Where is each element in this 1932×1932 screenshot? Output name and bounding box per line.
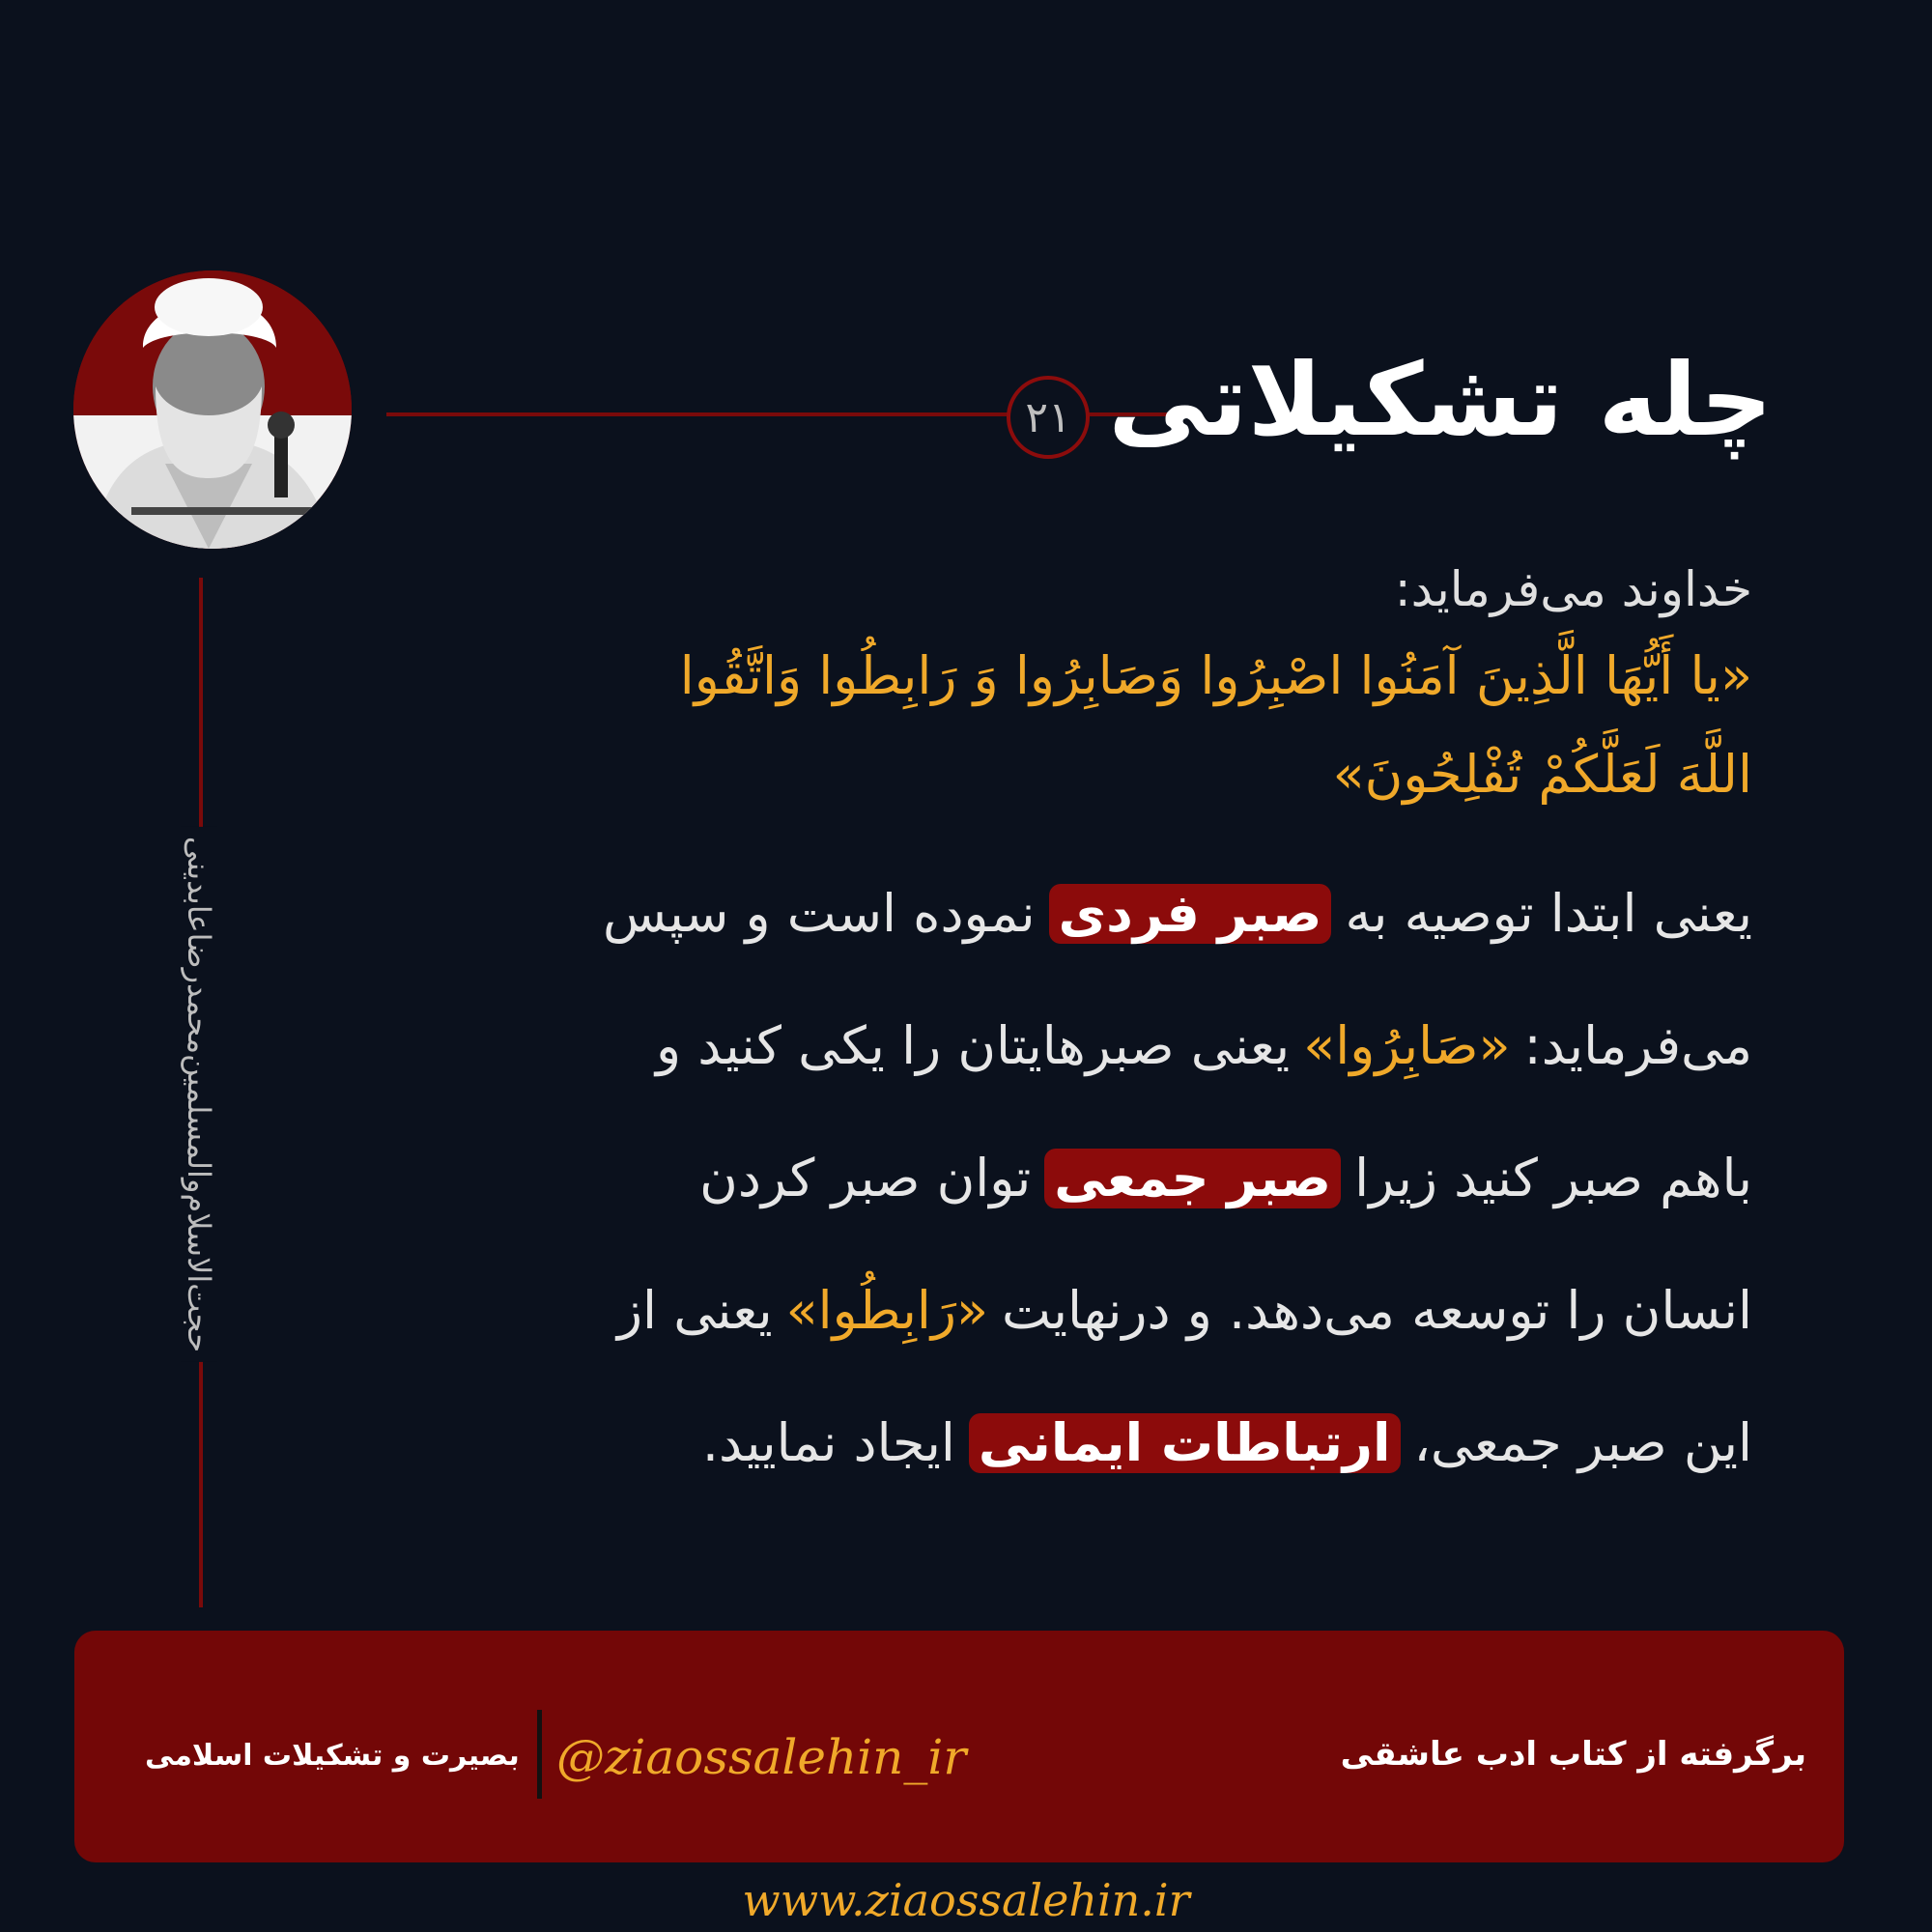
- quoted-word-rabetu: «رَابِطُوا»: [785, 1279, 988, 1341]
- highlight-faith-connections: ارتباطات ایمانی: [969, 1413, 1401, 1473]
- speaker-name: حجت‌الاسلام‌والمسلمین‌محمدرضاعابدینی: [181, 827, 217, 1362]
- speaker-portrait: [73, 270, 352, 549]
- verse-line-1: «یا أَیُّهَا الَّذِینَ آمَنُوا اصْبِرُوا وَصَابِرُوا وَ رَابِطُوا وَاتَّقُوا: [679, 645, 1752, 706]
- text-segment: توان صبر کردن: [699, 1147, 1032, 1208]
- episode-number: ۲۱: [1025, 392, 1071, 442]
- quoted-word-saberu: «صَابِرُوا»: [1303, 1014, 1511, 1076]
- paragraph-line-5: [323, 1377, 1752, 1509]
- website-link[interactable]: www.ziaossalehin.ir: [742, 1874, 1190, 1926]
- main-text-block: [323, 555, 1752, 1509]
- text-segment: باهم صبر کنید زیرا: [1354, 1147, 1752, 1208]
- text-segment: یعنی ابتدا توصیه به: [1345, 882, 1752, 944]
- paragraph-line-3: [323, 1112, 1752, 1244]
- verse-line-2: اللَّهَ لَعَلَّکُمْ تُفْلِحُونَ»: [1332, 744, 1752, 805]
- text-segment: انسان را توسعه می‌دهد. و درنهایت: [1002, 1279, 1752, 1341]
- brand-logo-text: بصیرت و تشکیلات اسلامی: [145, 1739, 520, 1773]
- speaker-photo: [73, 270, 352, 549]
- text-segment: نموده است و سپس: [602, 882, 1036, 944]
- footer-divider: [537, 1710, 542, 1799]
- paragraph-line-1: [323, 847, 1752, 980]
- text-segment: این صبر جمعی،: [1413, 1411, 1752, 1473]
- paragraph-line-4: [323, 1244, 1752, 1377]
- page-title: چله تشکیلاتی: [1108, 341, 1773, 459]
- paragraph-line-2: [323, 980, 1752, 1112]
- highlight-collective-patience: صبر جمعی: [1044, 1149, 1341, 1208]
- text-segment: یعنی صبرهایتان را یکی کنید و: [656, 1014, 1291, 1076]
- text-segment: یعنی از: [616, 1279, 773, 1341]
- text-segment: ایجاد نمایید.: [701, 1411, 955, 1473]
- social-handle[interactable]: @ziaossalehin_ir: [556, 1729, 967, 1785]
- episode-number-badge: [1007, 376, 1090, 459]
- highlight-individual-patience: صبر فردی: [1049, 884, 1332, 944]
- text-segment: می‌فرماید:: [1523, 1014, 1752, 1076]
- source-credit: برگرفته از کتاب ادب عاشقی: [1340, 1735, 1806, 1774]
- intro-text: خداوند می‌فرماید:: [1394, 561, 1752, 617]
